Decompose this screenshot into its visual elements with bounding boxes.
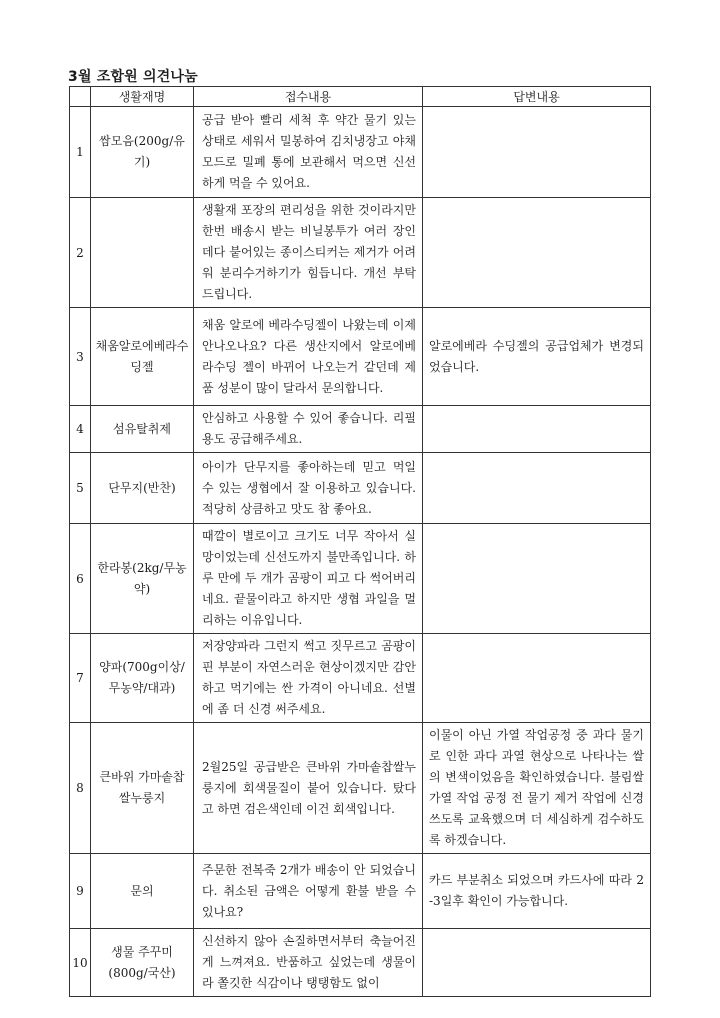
header-name: 생활재명: [91, 87, 194, 107]
table-row: [70, 198, 651, 308]
header-content: 접수내용: [194, 87, 423, 107]
table-header-row: [70, 87, 651, 107]
row-content: 때깔이 별로이고 크기도 너무 작아서 실망이었는데 신선도까지 불만족입니다. 하루 만에 두 개가 곰팡이 피고 다 썩어버리네요. 끝물이라고 하지만 생협 과일을 멀리하는 이유입니다.: [194, 524, 423, 634]
row-num: 5: [70, 453, 91, 524]
row-name: 단무지(반찬): [91, 453, 194, 524]
row-name: 쌈모음(200g/유기): [91, 107, 194, 198]
row-name: 한라봉(2kg/무농약): [91, 524, 194, 634]
header-num: [70, 87, 91, 107]
row-answer: [423, 634, 651, 723]
row-num: 7: [70, 634, 91, 723]
table-row: [70, 406, 651, 453]
row-answer: [423, 107, 651, 198]
row-content: 아이가 단무지를 좋아하는데 믿고 먹일 수 있는 생협에서 잘 이용하고 있습니다. 적당히 상큼하고 맛도 참 좋아요.: [194, 453, 423, 524]
row-name: 양파(700g이상/무농약/대과): [91, 634, 194, 723]
table-row: [70, 929, 651, 997]
row-content: 저장양파라 그런지 썩고 짓무르고 곰팡이 핀 부분이 자연스러운 현상이겠지만 감안하고 먹기에는 싼 가격이 아니네요. 선별에 좀 더 신경 써주세요.: [194, 634, 423, 723]
row-num: 6: [70, 524, 91, 634]
opinion-table: [69, 86, 651, 997]
row-name: 문의: [91, 854, 194, 929]
table-row: [70, 453, 651, 524]
row-content: 생활재 포장의 편리성을 위한 것이라지만 한번 배송시 받는 비닐봉투가 여러 장인데다 붙어있는 종이스티커는 제거가 어려워 분리수거하기가 힘듭니다. 개선 부탁드립니다.: [194, 198, 423, 308]
row-answer: [423, 198, 651, 308]
row-answer: 알로에베라 수딩젤의 공급업체가 변경되었습니다.: [423, 308, 651, 406]
table-row: [70, 308, 651, 406]
page-title: 3월 조합원 의견나눔: [68, 69, 198, 85]
row-num: 8: [70, 723, 91, 854]
row-num: 10: [70, 929, 91, 997]
row-content: 채움 알로에 베라수딩젤이 나왔는데 이제 안나오나요? 다른 생산지에서 알로에베라수딩 젤이 바뀌어 나오는거 같던데 제품 성분이 많이 달라서 문의합니다.: [194, 308, 423, 406]
row-content: 2월25일 공급받은 큰바위 가마솥찹쌀누룽지에 회색물질이 붙어 있습니다. 탔다고 하면 검은색인데 이건 회색입니다.: [194, 723, 423, 854]
table-row: [70, 107, 651, 198]
row-name: 채움알로에베라수딩젤: [91, 308, 194, 406]
row-content: 주문한 전복죽 2개가 배송이 안 되었습니다. 취소된 금액은 어떻게 환불 받을 수 있나요?: [194, 854, 423, 929]
row-name: [91, 198, 194, 308]
row-answer: [423, 524, 651, 634]
row-answer: [423, 406, 651, 453]
row-num: 9: [70, 854, 91, 929]
row-name: 큰바위 가마솥찹쌀누룽지: [91, 723, 194, 854]
row-num: 4: [70, 406, 91, 453]
row-name: 생물 주꾸미(800g/국산): [91, 929, 194, 997]
row-num: 1: [70, 107, 91, 198]
table-row: [70, 634, 651, 723]
row-answer: 카드 부분취소 되었으며 카드사에 따라 2-3일후 확인이 가능합니다.: [423, 854, 651, 929]
row-num: 3: [70, 308, 91, 406]
row-content: 안심하고 사용할 수 있어 좋습니다. 리필용도 공급해주세요.: [194, 406, 423, 453]
row-content: 신선하지 않아 손질하면서부터 축늘어진게 느껴져요. 반품하고 싶었는데 생물이라 쫄깃한 식감이나 탱탱함도 없이: [194, 929, 423, 997]
row-content: 공급 받아 빨리 세척 후 약간 물기 있는 상태로 세워서 밀봉하여 김치냉장고 야채모드로 밀폐 통에 보관해서 먹으면 신선하게 먹을 수 있어요.: [194, 107, 423, 198]
row-answer: [423, 453, 651, 524]
row-name: 섬유탈취제: [91, 406, 194, 453]
row-num: 2: [70, 198, 91, 308]
table-row: [70, 854, 651, 929]
table-row: [70, 723, 651, 854]
table-row: [70, 524, 651, 634]
row-answer: 이물이 아닌 가열 작업공정 중 과다 물기로 인한 과다 과열 현상으로 나타나는 쌀의 변색이었음을 확인하였습니다. 불림쌀 가열 작업 공정 전 물기 제거 작업에 신경쓰도록 교육했으며 더 세심하게 검수하도록 하겠습니다.: [423, 723, 651, 854]
row-answer: [423, 929, 651, 997]
header-answer: 답변내용: [423, 87, 651, 107]
